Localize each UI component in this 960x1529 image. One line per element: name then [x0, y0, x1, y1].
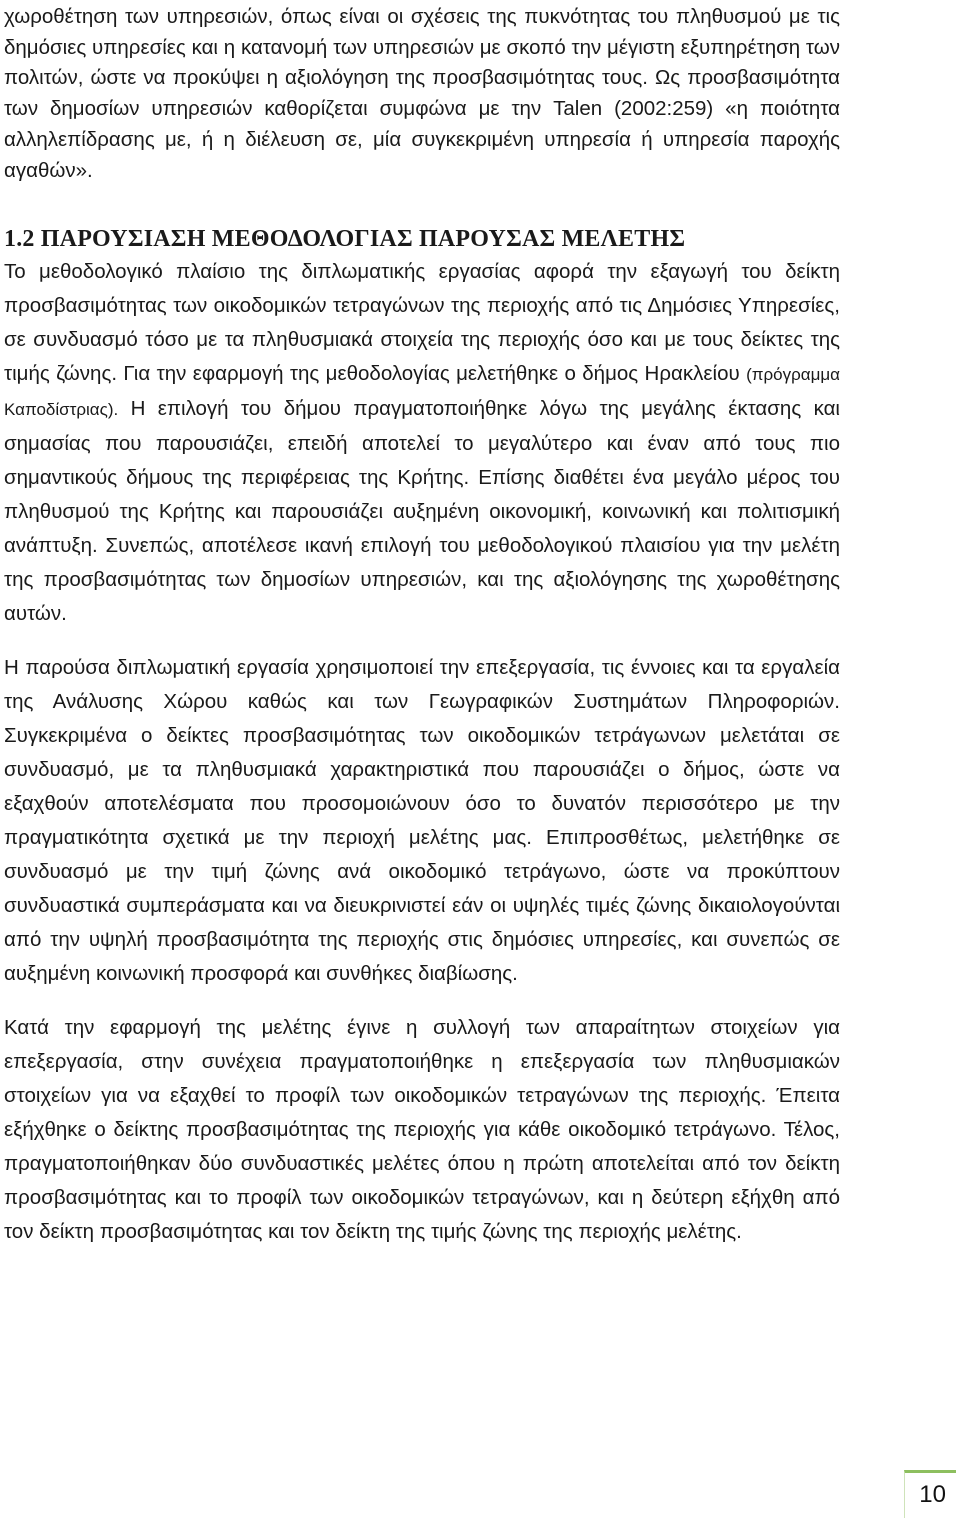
section-heading: 1.2 ΠΑΡΟΥΣΙΑΣΗ ΜΕΘΟΔΟΛΟΓΙΑΣ ΠΑΡΟΥΣΑΣ ΜΕΛΕΤΗΣ [4, 226, 686, 253]
gis-paragraph: Η παρούσα διπλωματική εργασία χρησιμοποιεί την επεξεργασία, τις έννοιες και τα εργαλεία της Ανάλυσης Χώρου καθώς και των Γεωγραφικών Συστημάτων Πληροφοριών. Συγκεκριμένα ο δείκτες προσβασιμότητας των οικοδομικών τετράγωνων μελετάται σε συνδυασμό, με τα πληθυσμιακά χαρακτηριστικά που παρουσιάζει ο δήμος, ώστε να εξαχθούν αποτελέσματα που προσομοιώνουν όσο το δυνατόν περισσότερο με την πραγματικότητα σχετικά με την περιοχή μελέτης μας. Επιπροσθέτως, μελετήθηκε σε συνδυασμό με την τιμή ζώνης ανά οικοδομικό τετράγωνο, ώστε να προκύπτουν συνδυαστικά συμπεράσματα και να διευκρινιστεί εάν οι υψηλές τιμές ζώνης δικαιολογούνται από την υψηλή προσβασιμότητα της περιοχής στις δημόσιες υπηρεσίες, και συνεπώς σε αυξημένη κοινωνική προσφορά και συνθήκες διαβίωσης. [4, 656, 840, 986]
program-note: (πρόγραμμα Καποδίστριας). [4, 365, 840, 420]
intro-paragraph: χωροθέτηση των υπηρεσιών, όπως είναι οι σχέσεις της πυκνότητας του πληθυσμού με τις δημόσιες υπηρεσίες και η κατανομή των υπηρεσιών με σκοπό την μέγιστη εξυπηρέτηση των πολιτών, ώστε να προκύψει η αξιολόγηση της προσβασιμότητας τους. Ως προσβασιμότητα των δημοσίων υπηρεσιών καθορίζεται συμφώνα με την Talen (2002:259) «η ποιότητα αλληλεπίδρασης με, ή η διέλευση σε, μία συγκεκριμένη υπηρεσία ή υπηρεσία παροχής αγαθών». [4, 5, 840, 182]
methodology-text-after: Η επιλογή του δήμου πραγματοποιήθηκε λόγω της μεγάλης έκτασης και σημασίας που παρουσιάζει, επειδή αποτελεί το μεγαλύτερο και έναν από τους πιο σημαντικούς δήμους της περιφέρειας της Κρήτης. Επίσης διαθέτει ένα μεγάλο μέρος του πληθυσμού της Κρήτης και παρουσιάζει αυξημένη οικονομική, κοινωνική και πολιτισμική ανάπτυξη. Συνεπώς, αποτέλεσε ικανή επιλογή του μεθοδολογικού πλαισίου για την μελέτη της προσβασιμότητας των δημοσίων υπηρεσιών, και της αξιολόγησης της χωροθέτησης αυτών. [4, 397, 840, 626]
document-page [4, 0, 840, 1249]
methodology-text-before: Το μεθοδολογικό πλαίσιο της διπλωματικής εργασίας αφορά την εξαγωγή του δείκτη προσβασιμότητας των οικοδομικών τετραγώνων της περιοχής από τις Δημόσιες Υπηρεσίες, σε συνδυασμό τόσο με τα πληθυσμιακά στοιχεία της περιοχής όσο και με τους δείκτες της τιμής ζώνης. Για την εφαρμογή της μεθοδολογίας μελετήθηκε ο δήμος Ηρακλείου [4, 260, 840, 386]
page-number-box [904, 1470, 956, 1518]
study-steps-paragraph: Κατά την εφαρμογή της μελέτης έγινε η συλλογή των απαραίτητων στοιχείων για επεξεργασία, στην συνέχεια πραγματοποιήθηκε η επεξεργασία των πληθυσμιακών στοιχείων για να εξαχθεί το προφίλ των οικοδομικών τετραγώνων της περιοχής. Έπειτα εξήχθηκε ο δείκτης προσβασιμότητας της περιοχής για κάθε οικοδομικό τετράγωνο. Τέλος, πραγματοποιήθηκαν δύο συνδυαστικές μελέτες όπου η πρώτη αποτελείται από τον δείκτη προσβασιμότητας και το προφίλ των οικοδομικών τετραγώνων, και η δεύτερη εξήχθη από τον δείκτη προσβασιμότητας και τον δείκτη της τιμής ζώνης της περιοχής μελέτης. [4, 1016, 840, 1244]
methodology-paragraph [4, 255, 840, 631]
page-number: 10 [919, 1481, 946, 1508]
